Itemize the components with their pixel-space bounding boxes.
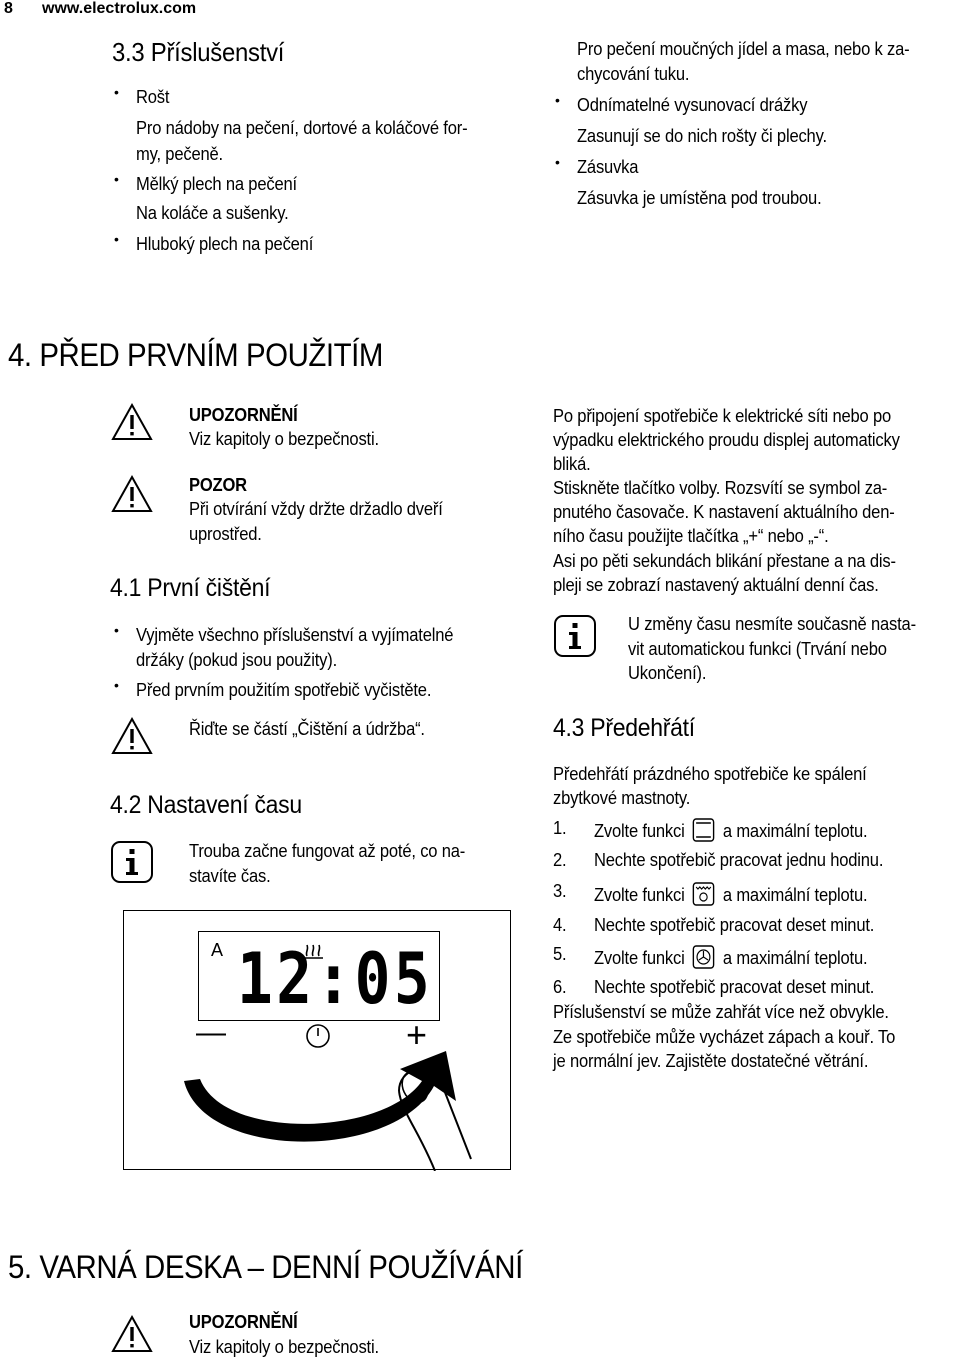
bullet: • (114, 171, 119, 187)
preheat-intro: Předehřátí prázdného spotřebiče ke spálení (553, 764, 867, 784)
step-text: Nechte spotřebič pracovat deset minut. (594, 977, 875, 997)
accessory-desc: Zásuvka je umístěna pod troubou. (577, 188, 822, 208)
preheat-step (553, 847, 953, 873)
bullet: • (114, 622, 119, 638)
warning-label: UPOZORNĚNÍ (189, 405, 298, 425)
cleaning-step-text: držáky (pokud jsou použity). (136, 650, 338, 670)
step-text (594, 945, 867, 972)
clock-paragraph: Po připojení spotřebiče k elektrické síti nebo po (553, 406, 892, 426)
clock-paragraph: pnutého časovače. K nastavení aktuálního den- (553, 502, 895, 522)
display-screen (198, 931, 440, 1021)
step-text-a: Zvolte funkci (594, 885, 685, 905)
preheat-step (553, 815, 953, 841)
caution-label: POZOR (189, 475, 247, 495)
control-panel-illustration (123, 910, 511, 1170)
bullet: • (555, 154, 560, 170)
accessory-desc: Zasunují se do nich rošty či plechy. (577, 126, 827, 146)
clock-button[interactable] (305, 1023, 331, 1049)
section-4-3-title: 4.3 Předehřátí (553, 714, 695, 742)
step-text: Nechte spotřebič pracovat jednu hodinu. (594, 850, 884, 870)
bullet: • (114, 677, 119, 693)
warning-text: Viz kapitoly o bezpečnosti. (189, 429, 379, 449)
page-number: 8 (4, 0, 13, 17)
warning-label: UPOZORNĚNÍ (189, 1312, 298, 1332)
section-5-title: 5. VARNÁ DESKA – DENNÍ POUŽÍVÁNÍ (8, 1249, 523, 1285)
warning-text: Viz kapitoly o bezpečnosti. (189, 1337, 379, 1357)
bullet: • (114, 231, 119, 247)
site-url[interactable]: www.electrolux.com (42, 0, 197, 17)
section-3-3-title: 3.3 Příslušenství (112, 37, 285, 67)
accessory-deep-tray (114, 231, 329, 258)
step-number: 5. (553, 944, 567, 964)
info-text: U změny času nesmíte současně nasta- (628, 614, 916, 634)
bullet: • (114, 84, 119, 100)
warning-icon (110, 402, 154, 442)
section-4-2-title: 4.2 Nastavení času (110, 791, 302, 819)
preheat-after: Příslušenství se může zahřát více než obvykle. (553, 1002, 889, 1022)
step-text (594, 818, 867, 845)
info-icon (553, 614, 597, 658)
accessory-drawer (555, 154, 644, 181)
accessory-name: Rošt (136, 87, 170, 107)
step-text-a: Zvolte funkci (594, 948, 685, 968)
step-text-b: a maximální teplotu. (722, 821, 868, 841)
caution-text: Při otvírání vždy držte držadlo dveří (189, 499, 443, 519)
bullet: • (555, 92, 560, 108)
fan-heat-icon (693, 945, 715, 969)
accessory-rost (114, 84, 172, 111)
step-number: 1. (553, 818, 567, 838)
preheat-step (553, 912, 953, 938)
accessory-desc: my, pečeně. (136, 144, 223, 164)
step-text-b: a maximální teplotu. (722, 948, 868, 968)
accessory-name: Zásuvka (577, 157, 639, 177)
preheat-after: Ze spotřebiče může vycházet zápach a kouř. To (553, 1027, 896, 1047)
accessory-desc: Pro nádoby na pečení, dortové a koláčové for- (136, 118, 468, 138)
info-text: Trouba začne fungovat až poté, co na- (189, 841, 466, 861)
step-number: 2. (553, 850, 567, 870)
preheat-step (553, 941, 953, 967)
warning-icon (110, 716, 154, 756)
cleaning-step-text: Vyjměte všechno příslušenství a vyjímatelné (136, 625, 454, 645)
finger-icon (379, 1051, 489, 1171)
cleaning-step (114, 677, 457, 704)
preheat-step (553, 878, 953, 904)
grill-fan-icon (693, 882, 715, 906)
warning-icon (110, 1314, 154, 1354)
top-bottom-heat-icon (693, 818, 715, 842)
step-text (594, 882, 867, 909)
caution-icon (110, 474, 154, 514)
accessory-name: Hluboký plech na pečení (136, 234, 314, 254)
accessory-name: Odnímatelné vysunovací drážky (577, 95, 808, 115)
preheat-step (553, 974, 953, 1000)
preheat-after: je normální jev. Zajistěte dostatečné větrání. (553, 1051, 869, 1071)
accessory-rails (555, 92, 827, 119)
deep-tray-desc: Pro pečení moučných jídel a masa, nebo k za- (577, 39, 910, 59)
caution-text: uprostřed. (189, 524, 262, 544)
cleaning-step (114, 622, 481, 649)
accessory-desc: Na koláče a sušenky. (136, 203, 289, 223)
clock-paragraph: výpadku elektrického proudu displej automaticky (553, 430, 900, 450)
display-time: 12:05 (237, 938, 434, 1020)
clock-paragraph: bliká. (553, 454, 591, 474)
accessory-name: Mělký plech na pečení (136, 174, 297, 194)
cleaning-note: Řiďte se částí „Čištění a údržba“. (189, 719, 425, 739)
preheat-intro: zbytkové mastnoty. (553, 788, 691, 808)
step-text-a: Zvolte funkci (594, 821, 685, 841)
section-4-title: 4. PŘED PRVNÍM POUŽITÍM (8, 337, 383, 373)
plus-button[interactable]: + (406, 1014, 428, 1055)
display-letter: A (211, 940, 224, 960)
info-icon (110, 840, 154, 884)
info-text: vit automatickou funkci (Trvání nebo (628, 639, 887, 659)
step-number: 3. (553, 881, 567, 901)
clock-paragraph: ního času použijte tlačítka „+“ nebo „-“. (553, 526, 829, 546)
minus-button[interactable]: — (196, 1016, 226, 1049)
clock-paragraph: pleji se zobrazí nastavený aktuální denní čas. (553, 575, 879, 595)
cleaning-step-text: Před prvním použitím spotřebič vyčistěte. (136, 680, 432, 700)
section-4-1-title: 4.1 První čištění (110, 574, 271, 602)
info-text: Ukončení). (628, 663, 707, 683)
step-number: 6. (553, 977, 567, 997)
step-number: 4. (553, 915, 567, 935)
accessory-shallow-tray (114, 171, 311, 198)
deep-tray-desc: chycování tuku. (577, 64, 690, 84)
step-text-b: a maximální teplotu. (722, 885, 868, 905)
clock-paragraph: Stiskněte tlačítko volby. Rozsvítí se symbol za- (553, 478, 888, 498)
info-text: stavíte čas. (189, 866, 271, 886)
step-text: Nechte spotřebič pracovat deset minut. (594, 915, 875, 935)
clock-paragraph: Asi po pěti sekundách blikání přestane a na dis- (553, 551, 896, 571)
